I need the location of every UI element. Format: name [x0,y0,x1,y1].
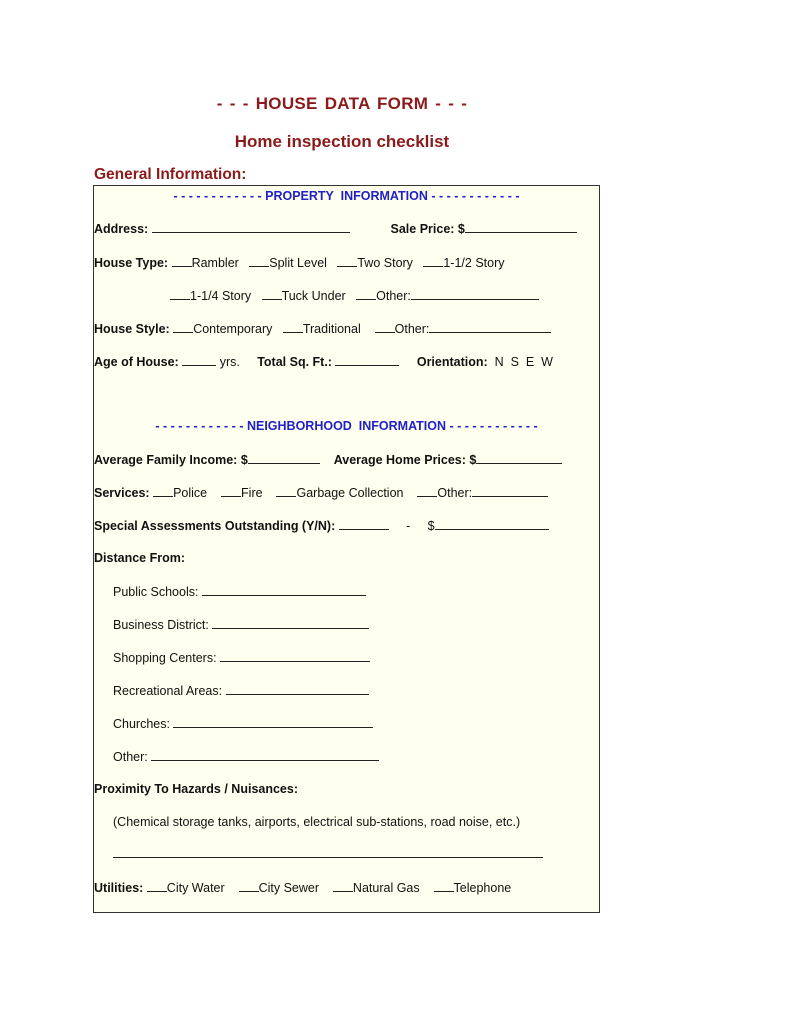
checkbox-blank[interactable] [262,288,282,300]
general-information-label: General Information: [94,166,247,183]
form-subtitle: Home inspection checklist [234,132,450,151]
family-income-label: Average Family Income: $ [94,453,248,467]
option-city-sewer: City Sewer [258,881,320,895]
other-service-field[interactable] [472,485,548,497]
option-city-water: City Water [166,881,225,895]
hazards-field[interactable] [113,846,543,858]
other-distance-field[interactable] [151,749,379,761]
form-title: - - - HOUSE DATA FORM - - - [216,94,468,113]
checkbox-blank[interactable] [276,485,296,497]
orientation-label: Orientation: [416,355,488,369]
neighborhood-info-heading: - - - - - - - - - - - - NEIGHBORHOOD INFORMATION - - - - - - - - - - - - [155,419,538,433]
checkbox-blank[interactable] [153,485,173,497]
utilities-row [94,880,511,895]
checkbox-blank[interactable] [172,255,192,267]
option-natural-gas: Natural Gas [352,881,420,895]
checkbox-blank[interactable] [434,880,454,892]
services-row [94,485,548,500]
distance-shopping-centers [113,650,370,665]
orientation-options[interactable]: N S E W [494,355,553,369]
other-type-field[interactable] [411,288,539,300]
assessments-amount-field[interactable] [435,518,549,530]
distance-business-district [113,617,369,632]
distance-public-schools [113,584,366,599]
property-info-heading: - - - - - - - - - - - - PROPERTY INFORMATION - - - - - - - - - - - - [173,189,520,203]
services-label: Services: [94,486,150,500]
public-schools-field[interactable] [202,584,366,596]
hazards-label: Proximity To Hazards / Nuisances: [94,782,298,796]
other-style-field[interactable] [429,321,551,333]
distance-item-label: Shopping Centers: [113,651,217,665]
recreational-areas-field[interactable] [226,683,369,695]
house-type-label: House Type: [94,256,169,270]
checkbox-blank[interactable] [170,288,190,300]
option-other-service: Other: [437,486,473,500]
distance-other [113,749,379,764]
distance-item-label: Public Schools: [113,585,199,599]
house-style-label: House Style: [94,322,170,336]
checkbox-blank[interactable] [417,485,437,497]
age-row [94,354,553,369]
distance-item-label: Other: [113,750,148,764]
distance-item-label: Recreational Areas: [113,684,223,698]
distance-label: Distance From: [94,551,185,565]
option-telephone: Telephone [453,881,512,895]
checkbox-blank[interactable] [239,880,259,892]
separator: - [406,519,411,533]
home-prices-label: Average Home Prices: $ [333,453,477,467]
option-1-1-4-story: 1-1/4 Story [190,289,252,303]
home-prices-field[interactable] [476,452,562,464]
income-row [94,452,562,467]
option-traditional: Traditional [302,322,361,336]
checkbox-blank[interactable] [337,255,357,267]
utilities-label: Utilities: [94,881,144,895]
address-label: Address: [94,222,149,236]
assessments-label: Special Assessments Outstanding (Y/N): [94,519,336,533]
age-field[interactable] [182,354,216,366]
sqft-field[interactable] [335,354,399,366]
option-other-style: Other: [394,322,430,336]
sqft-label: Total Sq. Ft.: [257,355,332,369]
option-fire: Fire [241,486,263,500]
house-type-row-2 [170,288,539,303]
sale-price-field[interactable] [465,221,577,233]
hazards-field-row [113,846,543,861]
sale-price-label: Sale Price: $ [390,222,465,236]
option-other: Other: [376,289,411,303]
distance-recreational-areas [113,683,369,698]
checkbox-blank[interactable] [221,485,241,497]
form-box [93,185,600,913]
age-label: Age of House: [94,355,179,369]
option-1-1-2-story: 1-1/2 Story [443,256,505,270]
option-contemporary: Contemporary [193,322,273,336]
distance-item-label: Churches: [113,717,170,731]
checkbox-blank[interactable] [173,321,193,333]
option-police: Police [173,486,208,500]
shopping-centers-field[interactable] [220,650,370,662]
family-income-field[interactable] [248,452,320,464]
option-two-story: Two Story [357,256,413,270]
churches-field[interactable] [173,716,373,728]
assessments-yn-field[interactable] [339,518,389,530]
house-type-row [94,255,505,270]
distance-item-label: Business District: [113,618,209,632]
house-style-row [94,321,551,336]
checkbox-blank[interactable] [249,255,269,267]
checkbox-blank[interactable] [283,321,303,333]
checkbox-blank[interactable] [147,880,167,892]
checkbox-blank[interactable] [375,321,395,333]
age-unit: yrs. [219,355,240,369]
checkbox-blank[interactable] [423,255,443,267]
address-row [94,221,577,236]
checkbox-blank[interactable] [333,880,353,892]
option-split-level: Split Level [269,256,327,270]
dollar-sign: $ [427,519,435,533]
hazards-note: (Chemical storage tanks, airports, electrical sub-stations, road noise, etc.) [113,815,521,829]
address-field[interactable] [152,221,350,233]
option-garbage-collection: Garbage Collection [296,486,404,500]
assessments-row [94,518,549,533]
option-rambler: Rambler [191,256,239,270]
distance-churches [113,716,373,731]
checkbox-blank[interactable] [356,288,376,300]
option-tuck-under: Tuck Under [281,289,346,303]
business-district-field[interactable] [212,617,369,629]
